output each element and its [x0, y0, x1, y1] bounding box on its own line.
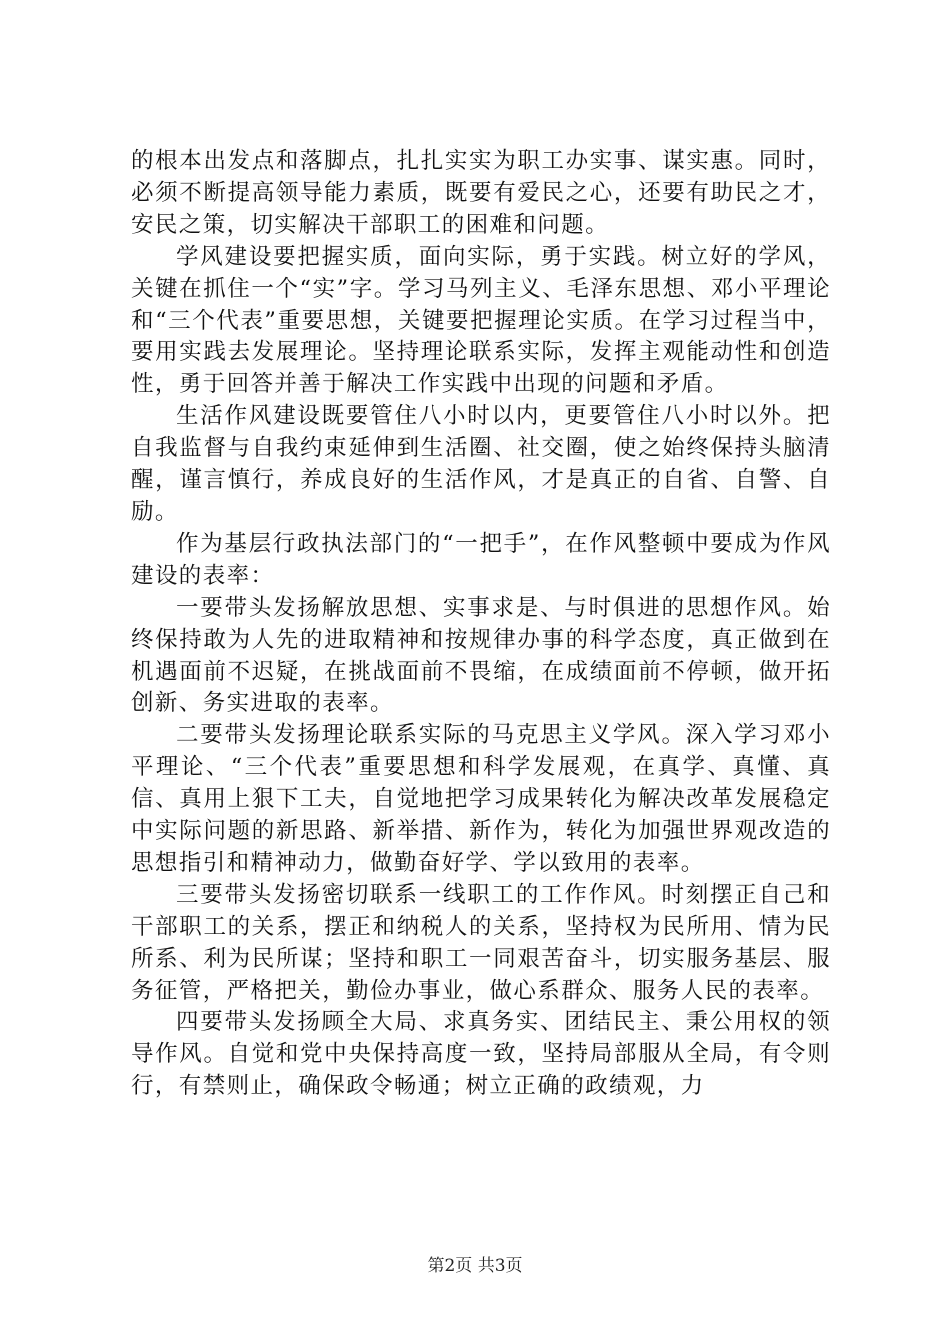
document-body: [131, 146, 831, 1103]
paragraph-point-two: 二要带头发扬理论联系实际的马克思主义学风。深入学习邓小平理论、“三个代表”重要思想和科学发展观，在真学、真懂、真信、真用上狠下工夫，自觉地把学习成果转化为解决改革发展稳定中实际问题的新思路、新举措、新作为，转化为加强世界观改造的思想指引和精神动力，做勤奋好学、学以致用的表率。: [131, 722, 831, 876]
paragraph-continued: 的根本出发点和落脚点，扎扎实实为职工办实事、谋实惠。同时，必须不断提高领导能力素质，既要有爱民之心，还要有助民之才，安民之策，切实解决干部职工的困难和问题。: [131, 148, 831, 238]
paragraph-life-style: 生活作风建设既要管住八小时以内，更要管住八小时以外。把自我监督与自我约束延伸到生活圈、社交圈，使之始终保持头脑清醒，谨言慎行，养成良好的生活作风，才是真正的自省、自警、自励。: [131, 403, 831, 525]
paragraph-leader-role: 作为基层行政执法部门的“一把手”，在作风整顿中要成为作风建设的表率：: [131, 530, 831, 589]
page-number-footer: 第2页 共3页: [427, 1256, 523, 1276]
paragraph-study-style: 学风建设要把握实质，面向实际，勇于实践。树立好的学风，关键在抓住一个“实”字。学习马列主义、毛泽东思想、邓小平理论和“三个代表”重要思想，关键要把握理论实质。在学习过程当中，要用实践去发展理论。坚持理论联系实际，发挥主观能动性和创造性，勇于回答并善于解决工作实践中出现的问题和矛盾。: [131, 243, 831, 398]
paragraph-point-four: 四要带头发扬顾全大局、求真务实、团结民主、秉公用权的领导作风。自觉和党中央保持高度一致，坚持局部服从全局，有令则行，有禁则止，确保政令畅通；树立正确的政绩观，力: [131, 1009, 831, 1100]
paragraph-point-three: 三要带头发扬密切联系一线职工的工作作风。时刻摆正自己和干部职工的关系，摆正和纳税人的关系，坚持权为民所用、情为民所系、利为民所谋；坚持和职工一同艰苦奋斗，切实服务基层、服务征管，严格把关，勤俭办事业，做心系群众、服务人民的表率。: [131, 881, 831, 1004]
paragraph-point-one: 一要带头发扬解放思想、实事求是、与时俱进的思想作风。始终保持敢为人先的进取精神和按规律办事的科学态度，真正做到在机遇面前不迟疑，在挑战面前不畏缩，在成绩面前不停顿，做开拓创新、务实进取的表率。: [131, 594, 831, 717]
